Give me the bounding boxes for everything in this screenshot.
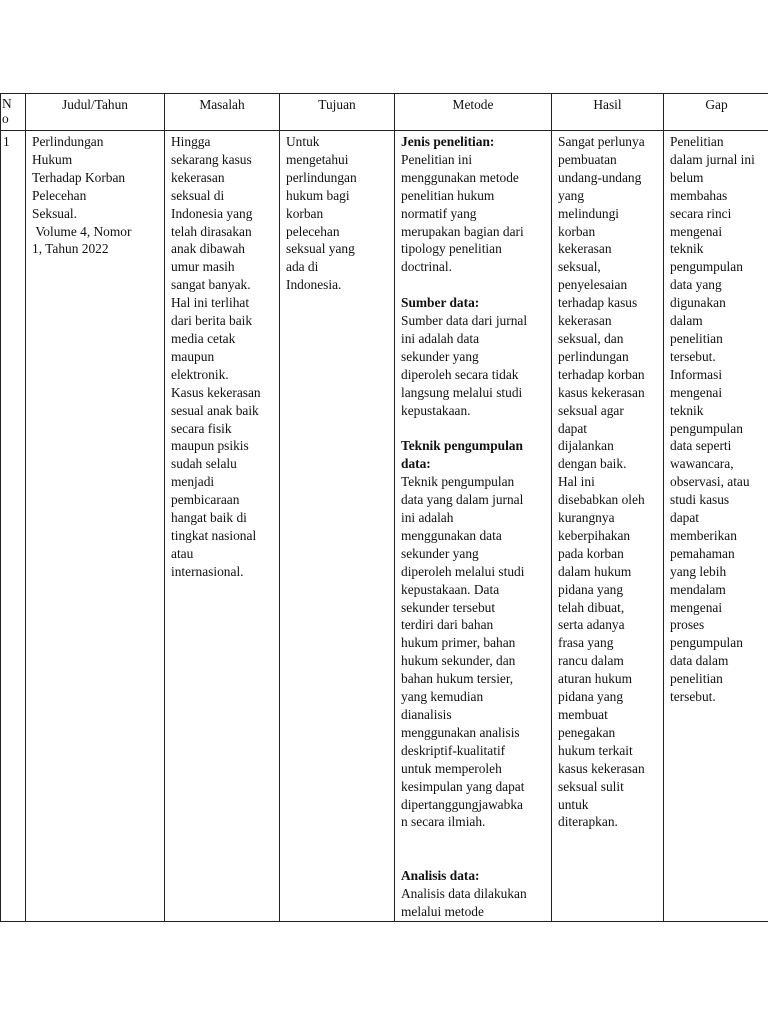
tujuan-lines bbox=[286, 133, 390, 294]
text-line: penelitian bbox=[670, 330, 723, 346]
text-line: Kasus kekerasan bbox=[171, 384, 261, 400]
text-line: Hal ini bbox=[558, 474, 595, 490]
table-header-row bbox=[1, 94, 768, 131]
text-line: penegakan bbox=[558, 724, 616, 740]
text-line: hangat baik di bbox=[171, 510, 247, 526]
text-line: dalam hukum bbox=[558, 563, 632, 579]
metode-analisis-heading: Analisis data: bbox=[401, 868, 480, 884]
text-line: yang lebih bbox=[670, 563, 727, 579]
text-line: secara fisik bbox=[171, 420, 232, 436]
text-line: seksual, bbox=[558, 259, 601, 275]
text-line: Informasi bbox=[670, 366, 723, 382]
text-line: tipology penelitian bbox=[401, 241, 502, 257]
text-line: ada di bbox=[286, 259, 319, 275]
header-metode: Metode bbox=[395, 94, 552, 131]
text-line: rancu dalam bbox=[558, 653, 624, 669]
text-line: data yang dalam jurnal bbox=[401, 492, 524, 508]
text-line: pembuatan bbox=[558, 151, 617, 167]
text-line: media cetak bbox=[171, 330, 236, 346]
gap-lines bbox=[670, 133, 765, 706]
text-line: internasional. bbox=[171, 563, 244, 579]
text-line: dapat bbox=[670, 510, 699, 526]
text-line: Volume 4, Nomor bbox=[32, 223, 132, 239]
text-line: tersebut. bbox=[670, 348, 716, 364]
text-line: menggunakan data bbox=[401, 527, 502, 543]
text-line: studi kasus bbox=[670, 492, 730, 508]
cell-hasil bbox=[552, 131, 664, 922]
text-line: untuk bbox=[558, 796, 589, 812]
text-line: dalam jurnal ini bbox=[670, 151, 755, 167]
text-line: perlindungan bbox=[558, 348, 629, 364]
text-line: belum bbox=[670, 169, 704, 185]
text-line: Hingga bbox=[171, 134, 211, 149]
text-line: proses bbox=[670, 617, 705, 633]
text-line: dari berita baik bbox=[171, 313, 253, 329]
text-line: pengumpulan bbox=[670, 635, 743, 651]
text-line: sekunder yang bbox=[401, 545, 479, 561]
text-line: mengenai bbox=[670, 223, 723, 239]
text-line: dapat bbox=[558, 420, 587, 436]
judul-lines bbox=[32, 133, 160, 258]
text-line: digunakan bbox=[670, 295, 726, 311]
text-line: telah dirasakan bbox=[171, 223, 252, 239]
metode-jenis-lines bbox=[401, 151, 547, 276]
text-line: data yang bbox=[670, 277, 722, 293]
text-line: teknik bbox=[670, 402, 704, 418]
text-line: kasus kekerasan bbox=[558, 384, 645, 400]
text-line: seksual yang bbox=[286, 241, 355, 257]
text-line: diperoleh melalui studi bbox=[401, 563, 525, 579]
text-line: Sangat perlunya bbox=[558, 134, 645, 149]
cell-no: 1 bbox=[1, 131, 26, 922]
text-line: penelitian bbox=[670, 671, 723, 687]
text-line: observasi, atau bbox=[670, 474, 750, 490]
text-line: normatif yang bbox=[401, 205, 477, 221]
text-line: data dalam bbox=[670, 653, 729, 669]
header-hasil: Hasil bbox=[552, 94, 664, 131]
text-line: disebabkan oleh bbox=[558, 492, 645, 508]
text-line: kasus kekerasan bbox=[558, 760, 645, 776]
text-line: yang kemudian bbox=[401, 689, 484, 705]
text-line: ini adalah bbox=[401, 510, 454, 525]
text-line: seksual sulit bbox=[558, 778, 624, 794]
text-line: sekunder tersebut bbox=[401, 599, 496, 615]
text-line: korban bbox=[558, 223, 596, 239]
metode-teknik-heading: Teknik pengumpulan bbox=[401, 438, 523, 454]
hasil-lines bbox=[558, 133, 659, 831]
text-line: mendalam bbox=[670, 581, 726, 597]
header-gap: Gap bbox=[664, 94, 768, 131]
text-line: telah dibuat, bbox=[558, 599, 625, 615]
text-line: diperoleh secara tidak bbox=[401, 366, 519, 382]
text-line: penyelesaian bbox=[558, 277, 628, 293]
text-line: serta adanya bbox=[558, 617, 625, 633]
text-line: frasa yang bbox=[558, 635, 614, 651]
text-line: langsung melalui studi bbox=[401, 384, 523, 400]
cell-judul bbox=[26, 131, 165, 922]
text-line: Untuk bbox=[286, 134, 320, 149]
text-line: terhadap kasus bbox=[558, 295, 638, 311]
metode-sumber-lines bbox=[401, 312, 547, 419]
text-line: 1, Tahun 2022 bbox=[32, 241, 109, 257]
text-line: menjadi bbox=[171, 474, 215, 490]
text-line: hukum primer, bahan bbox=[401, 635, 516, 651]
text-line: menggunakan analisis bbox=[401, 724, 520, 740]
text-line: terdiri dari bahan bbox=[401, 617, 494, 633]
text-line: sangat banyak. bbox=[171, 277, 251, 293]
text-line: keberpihakan bbox=[558, 527, 631, 543]
header-no-label: N o bbox=[2, 96, 12, 126]
header-masalah: Masalah bbox=[165, 94, 280, 131]
header-tujuan: Tujuan bbox=[280, 94, 395, 131]
text-line: seksual, dan bbox=[558, 330, 624, 346]
text-line: sesual anak baik bbox=[171, 402, 259, 418]
cell-metode bbox=[395, 131, 552, 922]
cell-masalah bbox=[165, 131, 280, 922]
text-line: undang-undang bbox=[558, 169, 642, 185]
text-line: sekarang kasus bbox=[171, 151, 252, 167]
text-line: Sumber data dari jurnal bbox=[401, 313, 528, 329]
text-line: hukum sekunder, dan bbox=[401, 653, 516, 669]
text-line: Seksual. bbox=[32, 205, 78, 221]
text-line: kekerasan bbox=[558, 313, 612, 329]
text-line: doctrinal. bbox=[401, 259, 452, 275]
text-line: ini adalah data bbox=[401, 330, 480, 346]
text-line: dijalankan bbox=[558, 438, 614, 454]
text-line: pidana yang bbox=[558, 581, 624, 597]
text-line: anak dibawah bbox=[171, 241, 245, 257]
text-line: pelecehan bbox=[286, 223, 340, 239]
text-line: melalui metode bbox=[401, 903, 484, 919]
metode-teknik-heading-cont: data: bbox=[401, 456, 431, 472]
text-line: penelitian hukum bbox=[401, 187, 495, 203]
text-line: membuat bbox=[558, 707, 608, 722]
text-line: memberikan bbox=[670, 527, 737, 543]
text-line: wawancara, bbox=[670, 456, 734, 472]
metode-jenis-heading: Jenis penelitian: bbox=[401, 134, 495, 149]
text-line: maupun bbox=[171, 348, 215, 364]
text-line: deskriptif-kualitatif bbox=[401, 742, 506, 758]
text-line: kekerasan bbox=[558, 241, 612, 257]
text-line: menggunakan metode bbox=[401, 169, 519, 185]
text-line: pidana yang bbox=[558, 689, 624, 705]
text-line: bahan hukum tersier, bbox=[401, 671, 514, 687]
text-line: pembicaraan bbox=[171, 492, 240, 508]
text-line: umur masih bbox=[171, 259, 235, 275]
text-line: tersebut. bbox=[670, 689, 716, 705]
text-line: mengenai bbox=[670, 384, 723, 400]
text-line: pada korban bbox=[558, 545, 624, 561]
text-line: Penelitian ini bbox=[401, 151, 473, 167]
cell-gap bbox=[664, 131, 768, 922]
text-line: Perlindungan bbox=[32, 134, 104, 149]
text-line: Penelitian bbox=[670, 134, 724, 149]
text-line: hukum bagi bbox=[286, 187, 350, 203]
metode-analisis-lines bbox=[401, 885, 547, 921]
text-line: teknik bbox=[670, 241, 704, 257]
text-line: sekunder yang bbox=[401, 348, 479, 364]
text-line: yang bbox=[558, 187, 585, 203]
text-line: kepustakaan. bbox=[401, 402, 471, 418]
text-line: kurangnya bbox=[558, 510, 615, 526]
metode-spacer bbox=[401, 276, 547, 294]
text-line: mengenai bbox=[670, 599, 723, 615]
header-judul: Judul/Tahun bbox=[26, 94, 165, 131]
text-line: seksual agar bbox=[558, 402, 624, 418]
text-line: dianalisis bbox=[401, 706, 452, 722]
text-line: Analisis data dilakukan bbox=[401, 886, 527, 902]
metode-spacer bbox=[401, 831, 547, 867]
text-line: Hal ini terlihat bbox=[171, 295, 250, 311]
text-line: membahas bbox=[670, 187, 728, 203]
text-line: perlindungan bbox=[286, 169, 357, 185]
text-line: merupakan bagian dari bbox=[401, 223, 524, 239]
masalah-lines bbox=[171, 133, 275, 581]
text-line: pengumpulan bbox=[670, 420, 743, 436]
text-line: sudah selalu bbox=[171, 456, 237, 472]
text-line: data seperti bbox=[670, 438, 732, 454]
text-line: pemahaman bbox=[670, 545, 735, 561]
text-line: maupun psikis bbox=[171, 438, 249, 454]
text-line: Indonesia. bbox=[286, 277, 342, 293]
text-line: aturan hukum bbox=[558, 671, 633, 687]
text-line: kepustakaan. Data bbox=[401, 581, 500, 597]
text-line: terhadap korban bbox=[558, 366, 645, 382]
text-line: Terhadap Korban bbox=[32, 169, 126, 185]
table-row bbox=[1, 131, 768, 922]
text-line: secara rinci bbox=[670, 205, 732, 221]
text-line: n secara ilmiah. bbox=[401, 814, 486, 830]
text-line: Teknik pengumpulan bbox=[401, 474, 515, 490]
text-line: kekerasan bbox=[171, 169, 225, 185]
text-line: hukum terkait bbox=[558, 742, 633, 758]
text-line: elektronik. bbox=[171, 366, 229, 382]
text-line: melindungi bbox=[558, 205, 619, 221]
text-line: seksual di bbox=[171, 187, 225, 203]
text-line: Hukum bbox=[32, 151, 73, 167]
text-line: korban bbox=[286, 205, 324, 221]
text-line: dipertanggungjawabka bbox=[401, 796, 523, 812]
text-line: mengetahui bbox=[286, 151, 349, 167]
text-line: tingkat nasional bbox=[171, 527, 257, 543]
text-line: untuk memperoleh bbox=[401, 760, 502, 776]
text-line: atau bbox=[171, 545, 194, 561]
text-line: kesimpulan yang dapat bbox=[401, 778, 525, 794]
metode-sumber-heading: Sumber data: bbox=[401, 295, 480, 311]
text-line: Pelecehan bbox=[32, 187, 87, 203]
header-no bbox=[1, 94, 26, 131]
text-line: Indonesia yang bbox=[171, 205, 253, 221]
metode-spacer bbox=[401, 419, 547, 437]
text-line: pengumpulan bbox=[670, 259, 743, 275]
metode-teknik-lines bbox=[401, 473, 547, 831]
text-line: dalam bbox=[670, 313, 703, 329]
text-line: diterapkan. bbox=[558, 814, 618, 830]
literature-review-table bbox=[0, 93, 768, 922]
text-line: dengan baik. bbox=[558, 456, 627, 472]
cell-tujuan bbox=[280, 131, 395, 922]
